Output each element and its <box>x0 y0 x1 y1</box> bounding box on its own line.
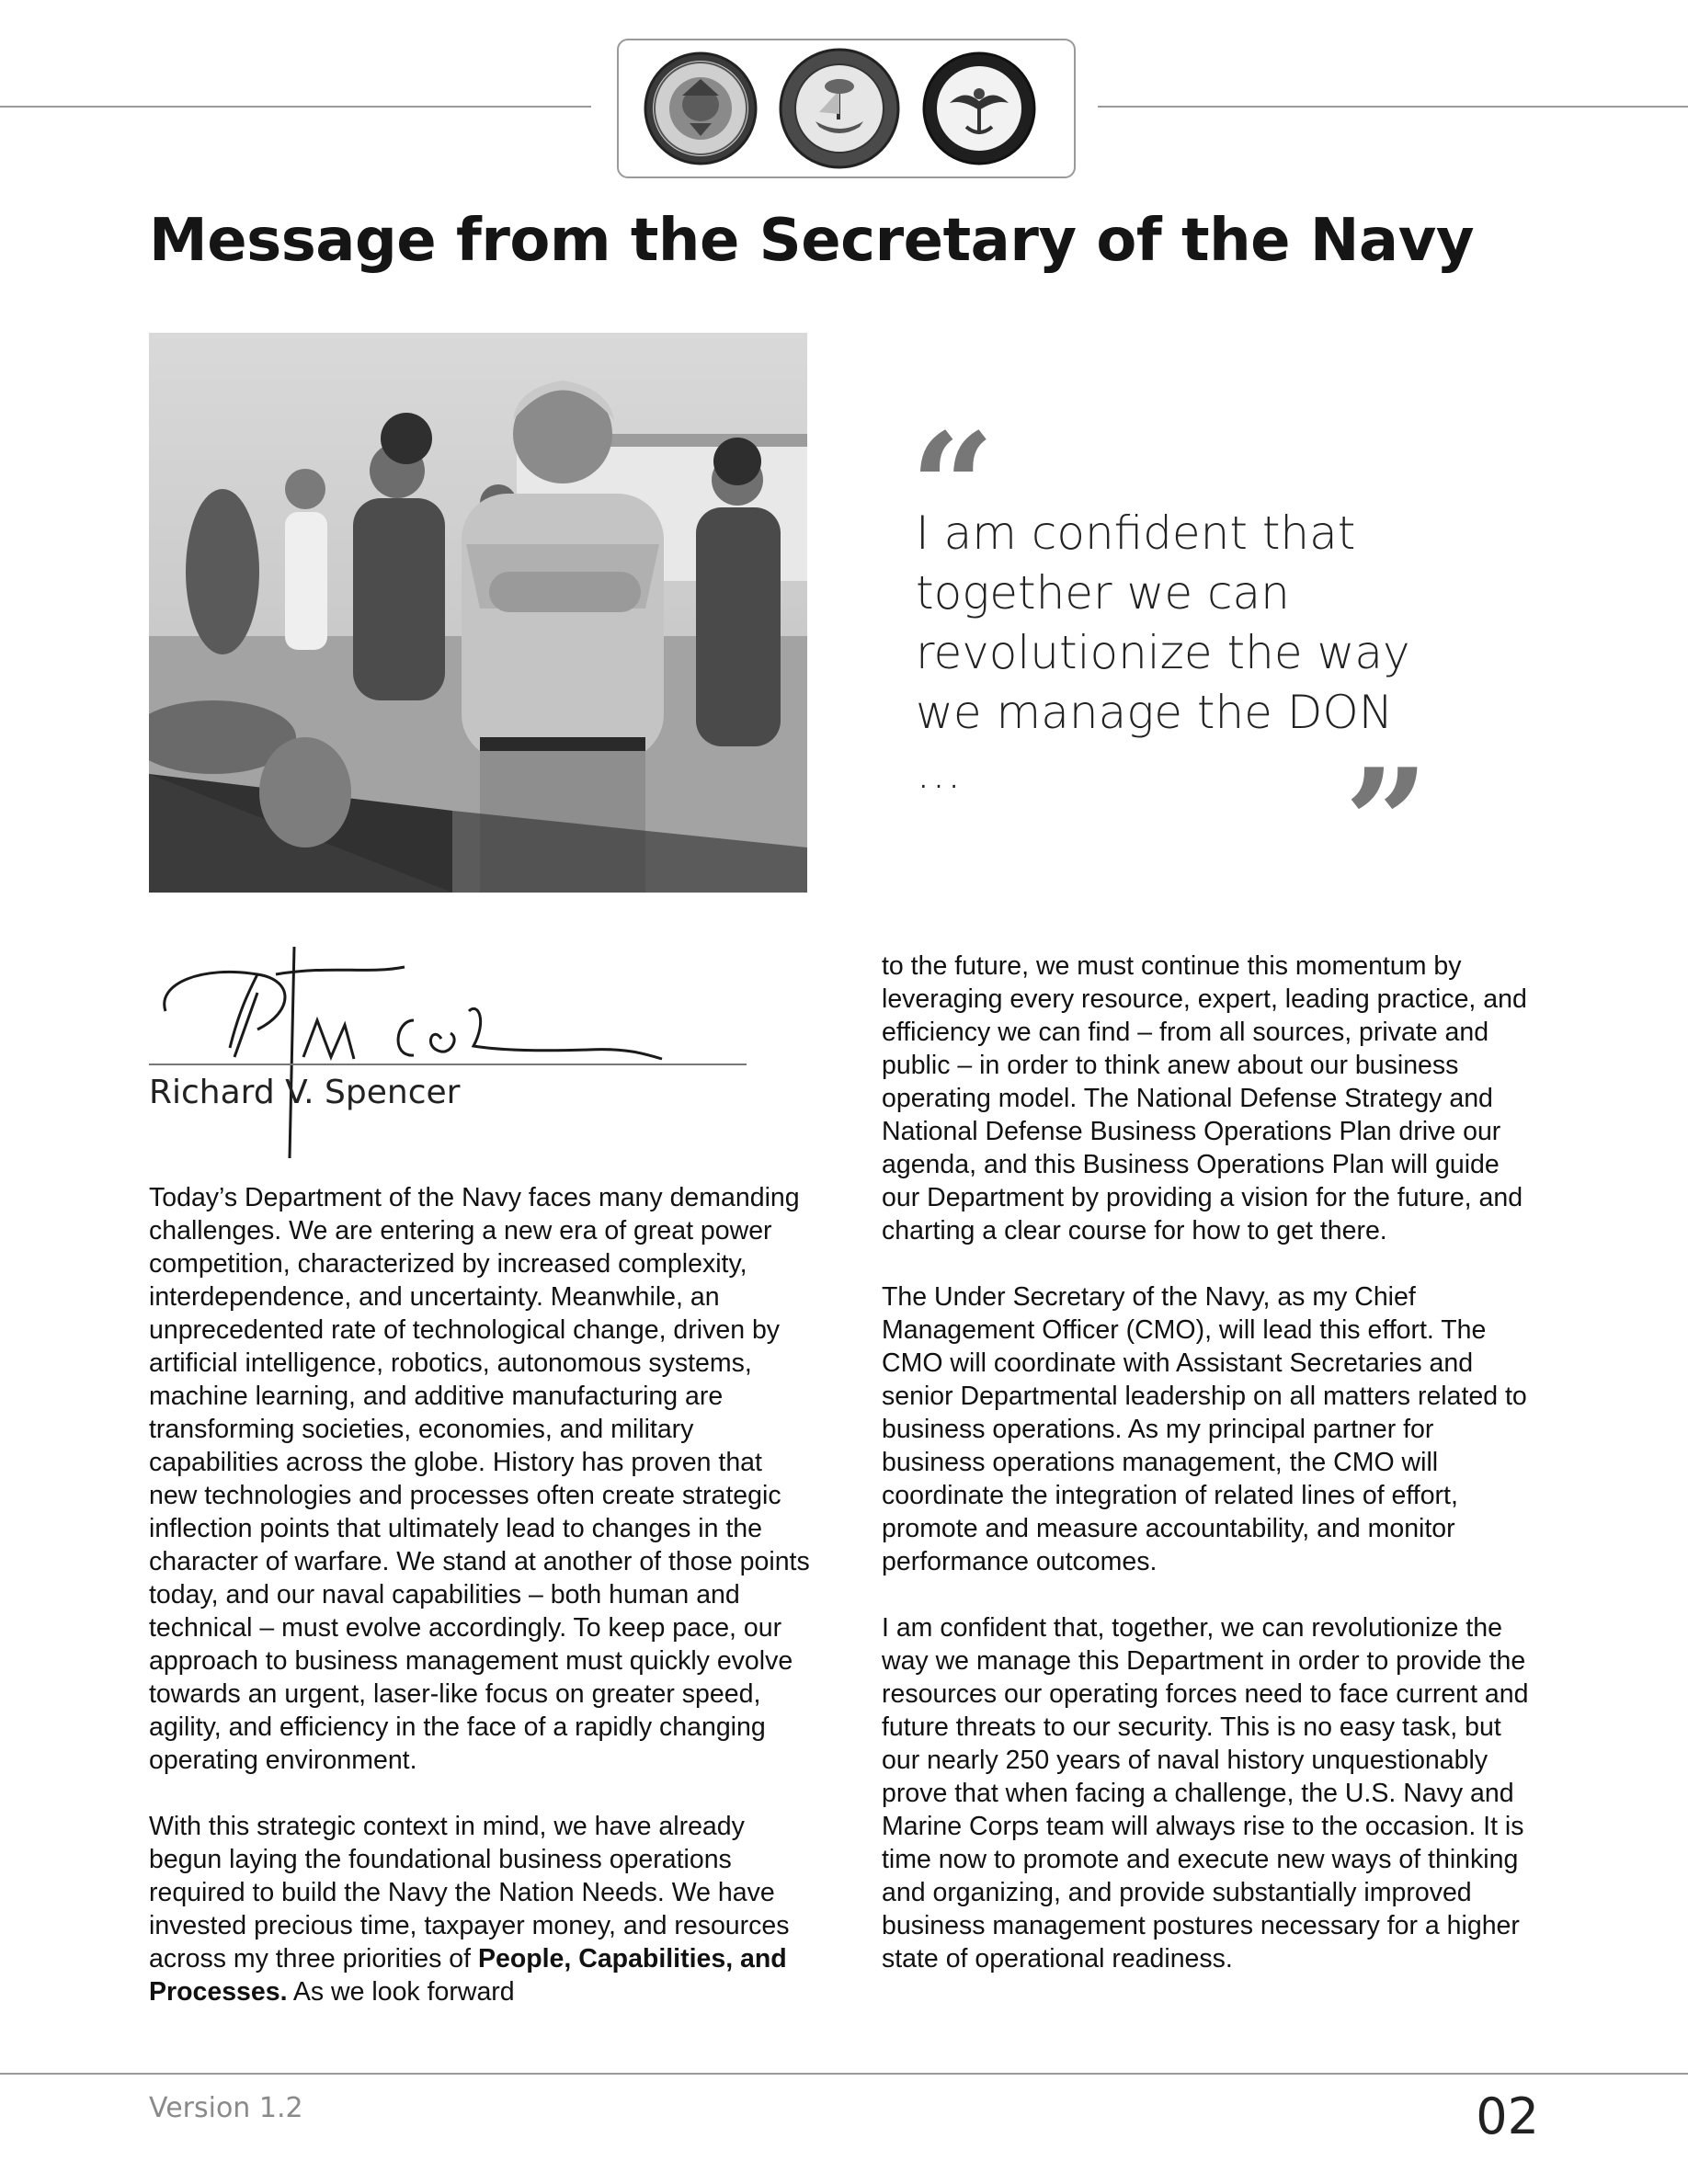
priorities-bold: People, Capabilities, and Processes. <box>149 1944 787 2007</box>
photo-image <box>149 333 807 893</box>
footer-rule <box>0 2073 1688 2075</box>
signature-line <box>149 1064 747 1065</box>
body-paragraph: Today’s Department of the Navy faces many demanding challenges. We are entering a new era of great power competition, characterized by increased complexity, interdependence, and uncertainty. Meanwhile, an unprecedented rate of technological change, driven by artificial intelligence, robotics, autonomous systems, machine learning, and additive manufacturing are transforming societies, economies, and military capabilities across the globe. History has proven that new technologies and processes often create strategic inflection points that ultimately lead to changes in the character of warfare. We stand at another of those points today, and our naval capabilities – both human and technical – must evolve accordingly. To keep pace, our approach to business management must quickly evolve towards an urgent, laser-like focus on greater speed, agility, and efficiency in the face of a rapidly changing operating environment. <box>149 1183 810 1775</box>
body-paragraph: to the future, we must continue this momentum by leveraging every resource, expert, leading practice, and efficiency we can find – from all sources, private and public – in order to think anew about our business operating model. The National Defense Strategy and National Defense Business Operations Plan drive our agenda, and this Business Operations Plan will guide our Department by providing a vision for the future, and charting a clear course for how to get there. <box>882 951 1527 1246</box>
body-paragraph <box>149 1810 813 2008</box>
navy-department-seal-icon <box>779 48 900 169</box>
paragraph-text: With this strategic context in mind, we have already begun laying the foundational business operations required to build the Navy the Nation Needs. We have invested precious time, taxpayer money, and resources across my three priorities of <box>149 1812 790 1974</box>
header-rule-right <box>1098 106 1688 108</box>
open-quote-mark: “ <box>910 401 996 574</box>
page-number: 02 <box>1476 2087 1539 2145</box>
seal-marine-corps <box>644 51 758 165</box>
signer-name: Richard V. Spencer <box>149 1074 461 1111</box>
body-right-column <box>882 950 1544 1975</box>
signature <box>147 938 671 1162</box>
paragraph-text: As we look forward <box>287 1977 515 2007</box>
marine-corps-seal-icon <box>644 51 758 165</box>
header-rule-left <box>0 106 591 108</box>
page-title: Message from the Secretary of the Navy <box>149 207 1475 275</box>
body-paragraph: I am confident that, together, we can revolutionize the way we manage this Department in order to provide the resources our operating forces need to face current and future threats to our security. This is no easy task, but our nearly 250 years of naval history unquestionably prove that when facing a challenge, the U.S. Navy and Marine Corps team will always rise to the occasion. It is time now to promote and execute new ways of thinking and organizing, and provide substantially improved business management postures necessary for a higher state of operational readiness. <box>882 1613 1529 1974</box>
us-navy-seal-icon <box>922 51 1036 165</box>
pull-quote-text: I am confident that together we can revolutionize the way we manage the DON … <box>916 506 1410 799</box>
seal-us-navy <box>922 51 1036 165</box>
seals-frame <box>617 39 1076 178</box>
secretary-photo <box>149 333 807 893</box>
version-label: Version 1.2 <box>149 2092 303 2124</box>
body-paragraph: The Under Secretary of the Navy, as my Chief Management Officer (CMO), will lead this effort. The CMO will coordinate with Assistant Secretaries and senior Departmental leadership on all matters related to business operations. As my principal partner for business operations management, the CMO will coordinate the integration of related lines of effort, promote and measure accountability, and monitor performance outcomes. <box>882 1282 1527 1576</box>
handwritten-signature <box>147 938 671 1158</box>
body-left-column <box>149 1181 813 2008</box>
close-quote-mark: ” <box>1344 736 1430 909</box>
seal-department-of-the-navy <box>779 48 900 169</box>
